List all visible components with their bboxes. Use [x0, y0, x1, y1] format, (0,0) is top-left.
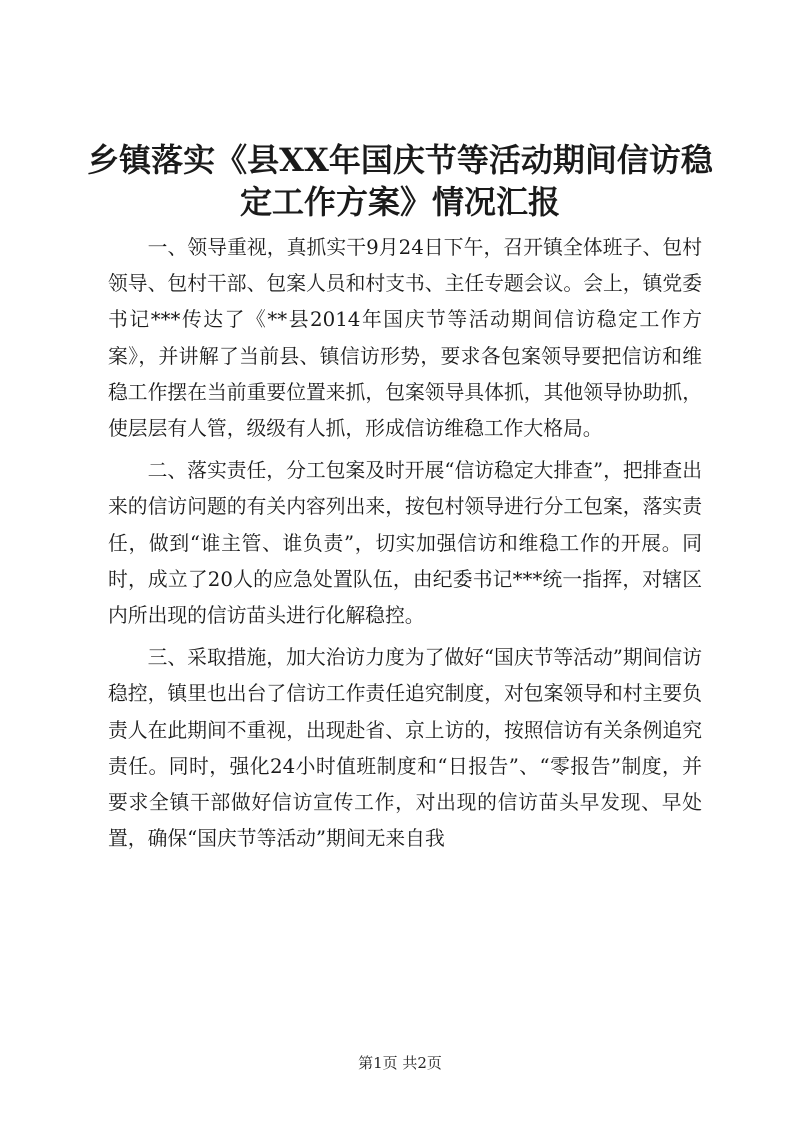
page-footer: 第1页 共2页: [358, 1054, 442, 1072]
document-title-line-2: 定工作方案》情况汇报: [239, 183, 560, 221]
paragraph-3: 三、采取措施，加大治访力度为了做好“国庆节等活动”期间信访稳控，镇里也出台了信访工作责任追究制度，对包案领导和村主要负责人在此期间不重视，出现赴省、京上访的，按照信访有关条例追究责任。同时，强化24小时值班制度和“日报告”、“零报告”制度，并要求全镇干部做好信访宣传工作，对出现的信访苗头早发现、早处置，确保“国庆节等活动”期间无来自我: [108, 646, 702, 851]
paragraph-2: 二、落实责任，分工包案及时开展“信访稳定大排查”，把排查出来的信访问题的有关内容列出来，按包村领导进行分工包案，落实责任，做到“谁主管、谁负责”，切实加强信访和维稳工作的开展。同时，成立了20人的应急处置队伍，由纪委书记***统一指挥，对辖区内所出现的信访苗头进行化解稳控。: [108, 459, 702, 628]
document-title-line-1: 乡镇落实《县XX年国庆节等活动期间信访稳: [87, 141, 713, 179]
paragraph-1: 一、领导重视，真抓实干9月24日下午，召开镇全体班子、包村领导、包村干部、包案人员和村支书、主任专题会议。会上，镇党委书记***传达了《**县2014年国庆节等活动期间信访稳定工作方案》，并讲解了当前县、镇信访形势，要求各包案领导要把信访和维稳工作摆在当前重要位置来抓，包案领导具体抓，其他领导协助抓，使层层有人管，级级有人抓，形成信访维稳工作大格局。: [108, 236, 702, 441]
document-body: [108, 230, 702, 863]
